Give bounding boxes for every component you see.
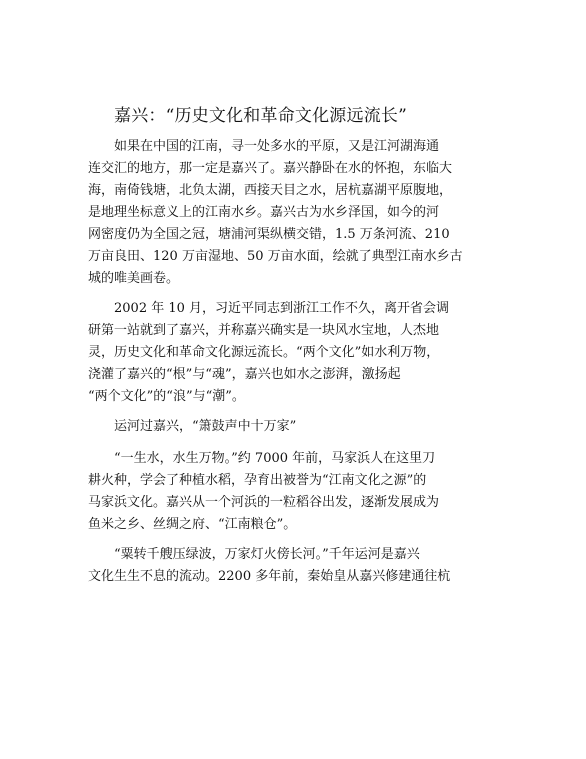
paragraph: [88, 136, 498, 290]
text-line: 浇灌了嘉兴的“根”与“魂”，嘉兴也如水之澎湃，激扬起: [88, 367, 401, 382]
text-line: 海，南倚钱塘，北负太湖，西接天目之水，居杭嘉湖平原腹地，: [88, 183, 453, 198]
paragraph: [88, 448, 498, 536]
text-line: “粟转千艘压绿波，万家灯火傍长河。”千年运河是嘉兴: [114, 547, 420, 562]
text-line: 研第一站就到了嘉兴，并称嘉兴确实是一块风水宝地，人杰地: [88, 323, 440, 338]
text-line: 鱼米之乡、丝绸之府、“江南粮仓”。: [88, 517, 297, 532]
text-line: 耕火种，学会了种植水稻，孕育出被誉为“江南文化之源”的: [88, 473, 427, 488]
text-line: “一生水，水生万物。”约 7000 年前，马家浜人在这里刀: [114, 451, 436, 466]
text-line: 万亩良田、120 万亩湿地、50 万亩水面，绘就了典型江南水乡古: [88, 249, 463, 264]
text-line: 是地理坐标意义上的江南水乡。嘉兴古为水乡泽国，如今的河: [88, 205, 440, 220]
text-line: 灵，历史文化和革命文化源远流长。“两个文化”如水利万物，: [88, 345, 440, 360]
article-body: [88, 136, 498, 596]
text-line: 连交汇的地方，那一定是嘉兴了。嘉兴静卧在水的怀抱，东临大: [88, 161, 453, 176]
text-line: “两个文化”的“浪”与“潮”。: [88, 389, 245, 404]
paragraph: [88, 298, 498, 408]
text-line: 城的唯美画卷。: [88, 271, 180, 286]
section-subheading: 运河过嘉兴，“箫鼓声中十万家”: [114, 419, 297, 434]
article-title: 嘉兴：“历史文化和革命文化源远流长”: [114, 106, 407, 126]
text-line: 网密度仍为全国之冠，塘浦河渠纵横交错，1.5 万条河流、210: [88, 227, 450, 242]
paragraph: [88, 544, 498, 588]
text-line: 文化生生不息的流动。2200 多年前，秦始皇从嘉兴修建通往杭: [88, 569, 451, 584]
text-line: 2002 年 10 月，习近平同志到浙江工作不久，离开省会调: [114, 301, 450, 316]
text-line: 如果在中国的江南，寻一处多水的平原，又是江河湖海通: [114, 139, 440, 154]
text-line: 马家浜文化。嘉兴从一个河浜的一粒稻谷出发，逐渐发展成为: [88, 495, 440, 510]
